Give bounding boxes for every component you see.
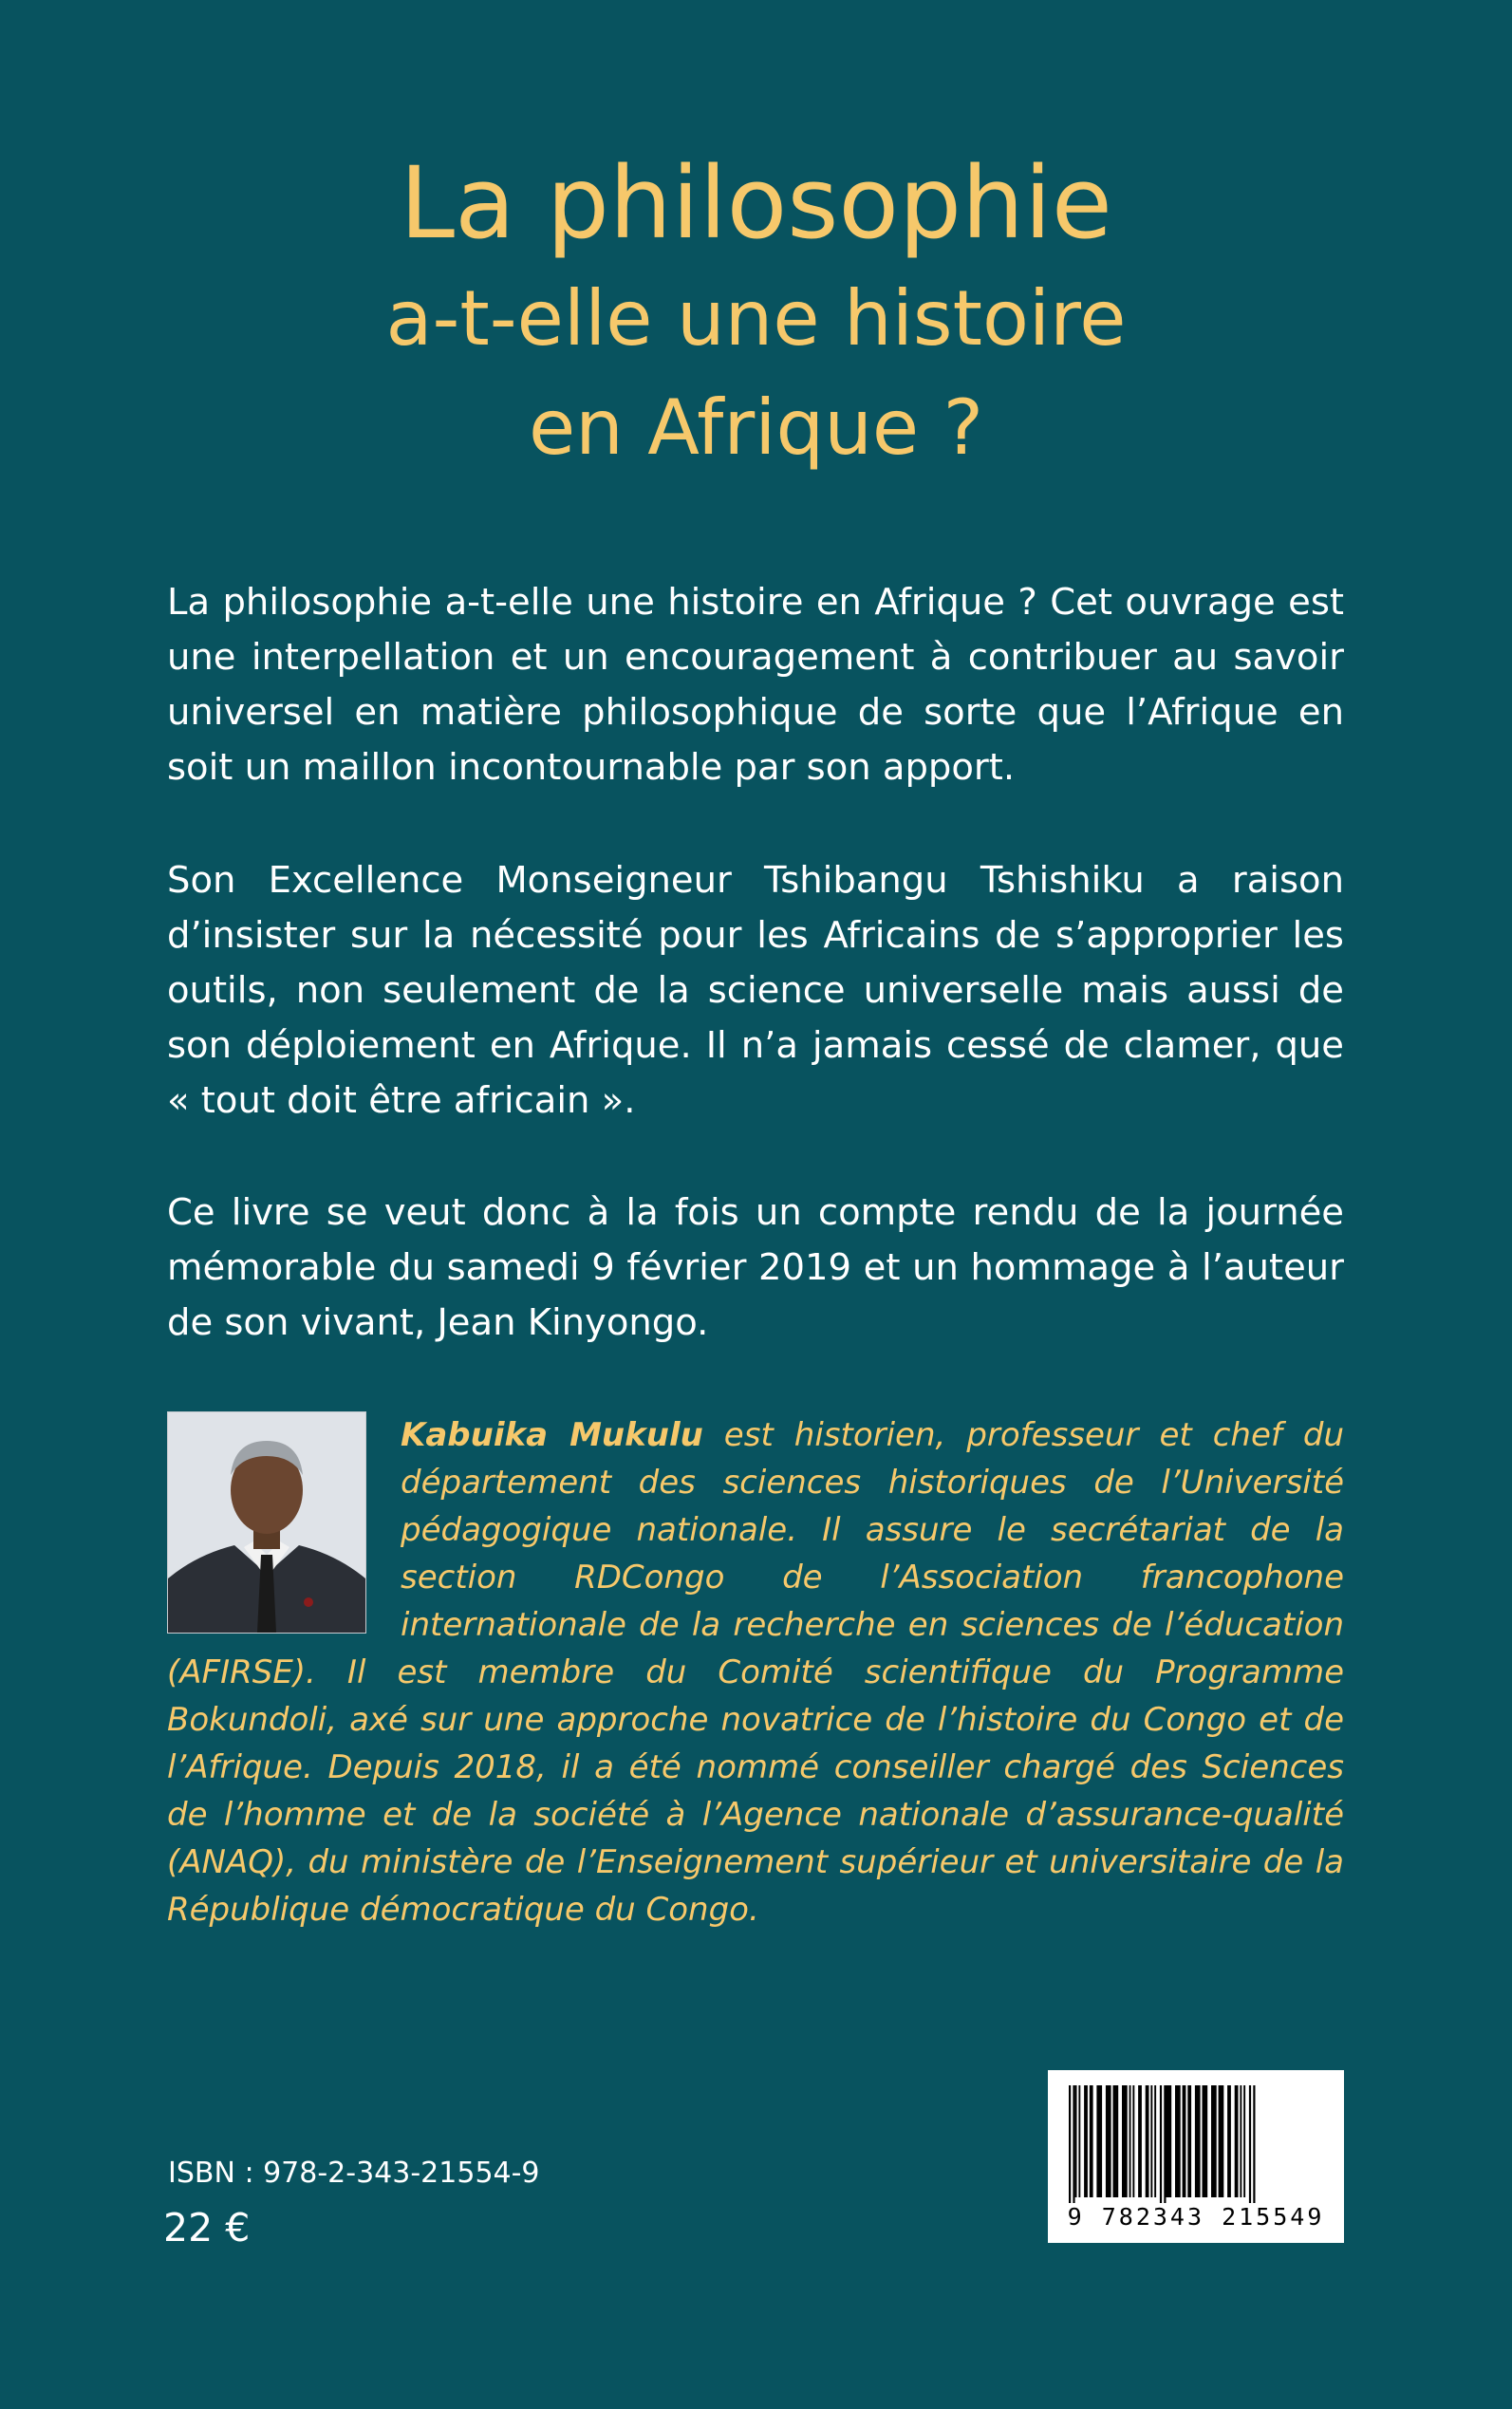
- summary-paragraph-1: La philosophie a-t-elle une histoire en Afrique ? Cet ouvrage est une interpellation et un encouragement à contribuer au savoir universel en matière philosophique de sorte que l’Afrique en soit un maillon incontournable par son apport.: [167, 581, 1344, 789]
- summary-paragraph-3: Ce livre se veut donc à la fois un compte rendu de la journée mémorable du samedi 9 février 2019 et un hommage à l’auteur de son vivant, Jean Kinyongo.: [167, 1191, 1344, 1344]
- summary-paragraph-2: Son Excellence Monseigneur Tshibangu Tshishiku a raison d’insister sur la nécessité pour les Africains de s’approprier les outils, non seulement de la science universelle mais aussi de son déploiement en Afrique. Il n’a jamais cessé de clamer, que « tout doit être africain ».: [167, 859, 1344, 1122]
- barcode: [1048, 2070, 1344, 2243]
- price: 22 €: [163, 2205, 251, 2250]
- title-line-2: a-t-elle une histoire: [385, 274, 1127, 363]
- author-photo: [167, 1411, 366, 1634]
- author-portrait-icon: [168, 1412, 365, 1633]
- barcode-digits: 9 782343 215549: [1067, 2203, 1325, 2231]
- author-bio: [167, 1411, 1344, 1933]
- book-title: [0, 142, 1512, 482]
- title-line-1: La philosophie: [400, 145, 1112, 261]
- author-name: Kabuika Mukulu: [401, 1416, 703, 1454]
- title-line-3: en Afrique ?: [528, 383, 984, 472]
- isbn: ISBN : 978-2-343-21554-9: [168, 2157, 540, 2190]
- barcode-icon: [1065, 2085, 1327, 2203]
- author-bio-text: est historien, professeur et chef du département des sciences historiques de l’Université pédagogique nationale. Il assure le secrétariat de la section RDCongo de l’Association francophone internationale de la recherche en sciences de l’éducation (AFIRSE). Il est membre du Comité scientifique du Programme Bokundoli, axé sur une approche novatrice de l’histoire du Congo et de l’Afrique. Depuis 2018, il a été nommé conseiller chargé des Sciences de l’homme et de la société à l’Agence nationale d’assurance-qualité (ANAQ), du ministère de l’Enseignement supérieur et universitaire de la République démocratique du Congo.: [167, 1416, 1344, 1929]
